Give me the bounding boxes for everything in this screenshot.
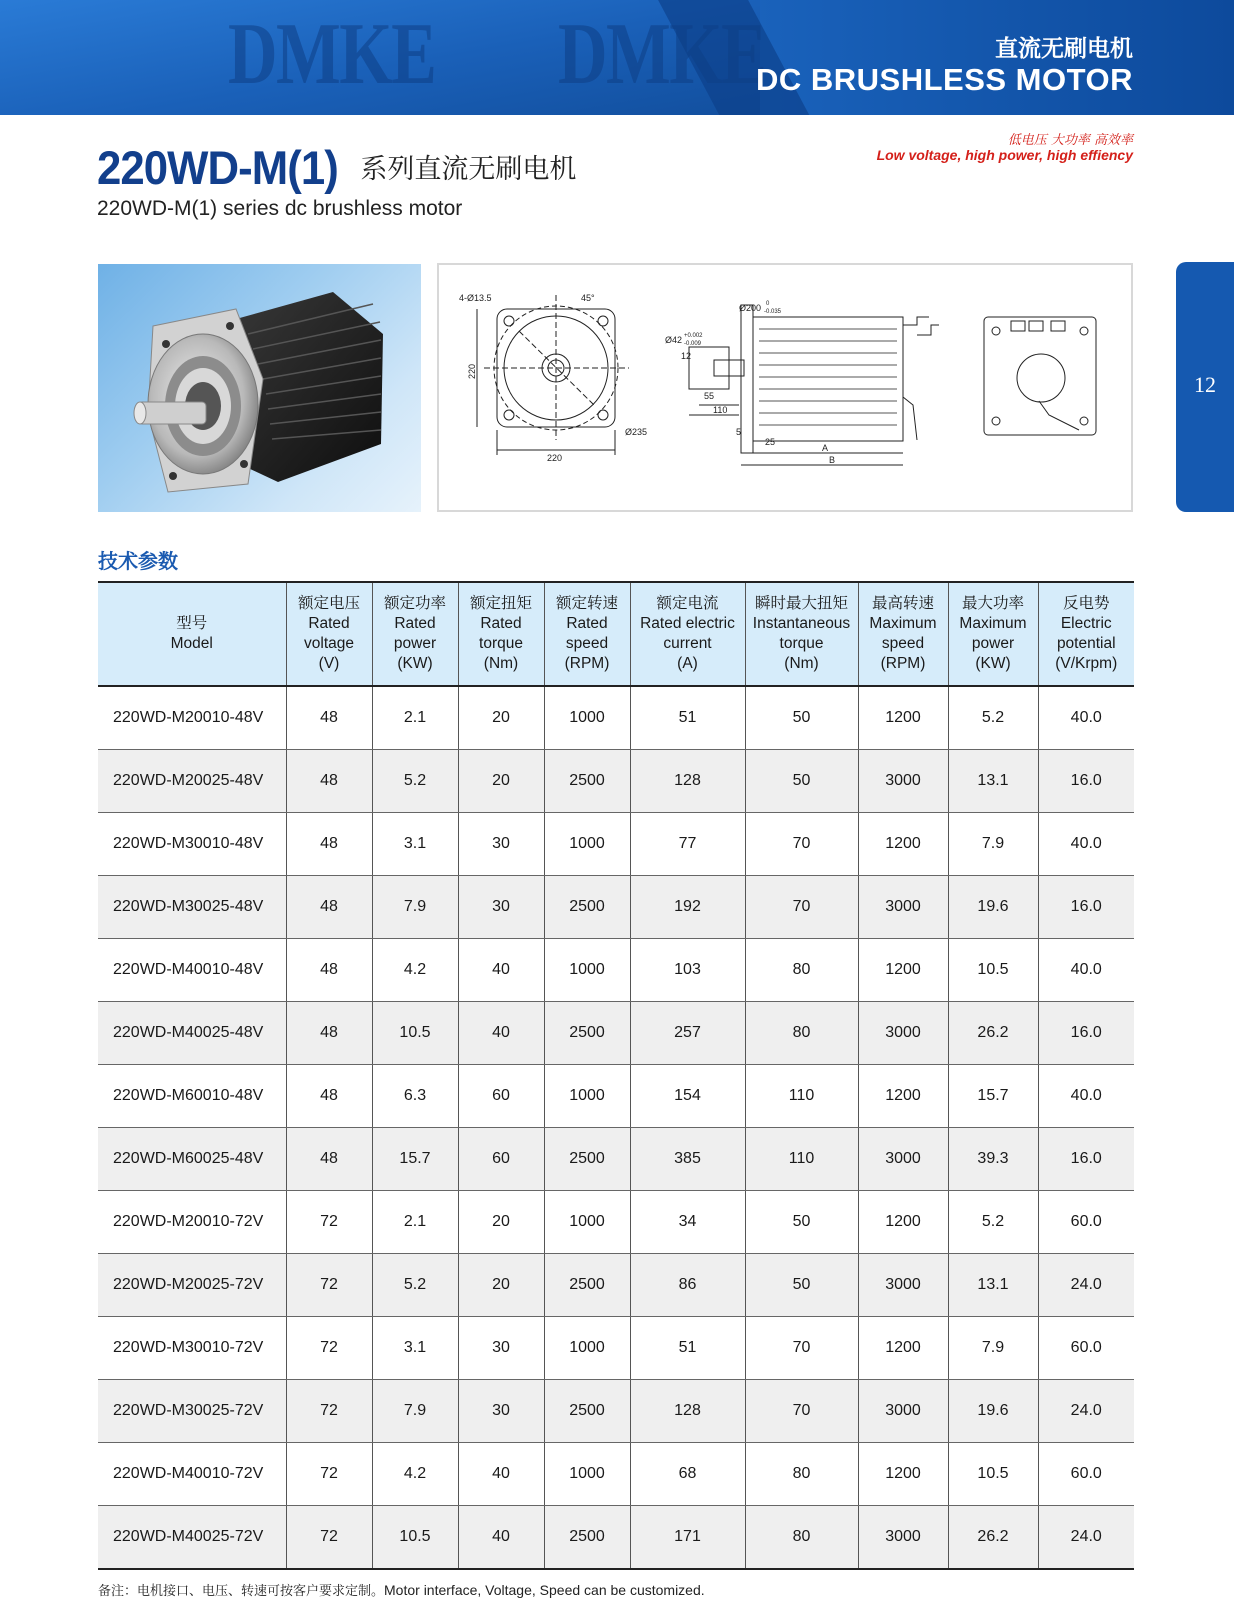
label-flange-tol-upper: 0: [766, 301, 770, 307]
table-cell: 72: [286, 1506, 372, 1570]
table-cell: 2500: [544, 1128, 630, 1191]
table-cell: 30: [458, 876, 544, 939]
table-cell: 4.2: [372, 939, 458, 1002]
table-cell: 86: [630, 1254, 745, 1317]
table-cell: 20: [458, 686, 544, 750]
table-cell: 48: [286, 1002, 372, 1065]
table-cell: 40.0: [1038, 1065, 1134, 1128]
column-header-cn: 瞬时最大扭矩: [754, 595, 848, 612]
table-cell: 171: [630, 1506, 745, 1570]
table-cell: 40.0: [1038, 813, 1134, 876]
column-header-en: torque: [479, 635, 523, 652]
model-cell: 220WD-M20025-48V: [98, 750, 286, 813]
table-cell: 7.9: [948, 1317, 1038, 1380]
column-header-en: Rated electric: [640, 615, 735, 632]
table-cell: 2500: [544, 1002, 630, 1065]
table-cell: 128: [630, 750, 745, 813]
product-subtitle: 220WD-M(1) series dc brushless motor: [97, 197, 463, 220]
table-cell: 110: [745, 1065, 858, 1128]
table-cell: 110: [745, 1128, 858, 1191]
column-header-en: (A): [677, 655, 698, 672]
model-cell: 220WD-M40010-72V: [98, 1443, 286, 1506]
table-row: [98, 1191, 1134, 1254]
column-header: [745, 582, 858, 686]
table-cell: 2.1: [372, 1191, 458, 1254]
table-cell: 1000: [544, 813, 630, 876]
table-cell: 48: [286, 1128, 372, 1191]
table-cell: 51: [630, 686, 745, 750]
brand-watermark-left: DMKE: [228, 6, 436, 103]
page-number: 12: [1194, 372, 1216, 397]
section-title: 技术参数: [98, 549, 178, 573]
column-header-cn: 额定扭矩: [469, 595, 532, 612]
table-cell: 3000: [858, 1002, 948, 1065]
table-cell: 72: [286, 1191, 372, 1254]
table-cell: 3000: [858, 750, 948, 813]
table-cell: 192: [630, 876, 745, 939]
table-cell: 48: [286, 750, 372, 813]
table-cell: 1200: [858, 939, 948, 1002]
table-row: [98, 1317, 1134, 1380]
label-width: 220: [547, 453, 563, 463]
dimension-drawing: [437, 263, 1133, 512]
table-cell: 50: [745, 750, 858, 813]
column-header-en: current: [663, 635, 712, 652]
model-cell: 220WD-M60025-48V: [98, 1128, 286, 1191]
table-cell: 2500: [544, 1506, 630, 1570]
table-cell: 10.5: [372, 1506, 458, 1570]
table-cell: 3000: [858, 1506, 948, 1570]
brand-watermark-right: DMKE: [558, 6, 766, 103]
label-shaft-tol-upper: +0.002: [684, 333, 703, 339]
table-row: [98, 1506, 1134, 1570]
table-cell: 3.1: [372, 1317, 458, 1380]
table-cell: 15.7: [948, 1065, 1038, 1128]
table-cell: 70: [745, 813, 858, 876]
label-height: 220: [467, 363, 477, 379]
banner-title-cn: 直流无刷电机: [995, 36, 1133, 62]
table-cell: 6.3: [372, 1065, 458, 1128]
column-header-en: Rated: [566, 615, 608, 632]
table-cell: 1000: [544, 1317, 630, 1380]
footnote-cn: 备注：电机接口、电压、转速可按客户要求定制。: [98, 1584, 385, 1599]
table-cell: 2.1: [372, 686, 458, 750]
model-cell: 220WD-M30025-48V: [98, 876, 286, 939]
table-cell: 103: [630, 939, 745, 1002]
table-cell: 385: [630, 1128, 745, 1191]
table-cell: 257: [630, 1002, 745, 1065]
column-header-en: Maximum: [959, 615, 1027, 632]
table-cell: 20: [458, 1191, 544, 1254]
table-cell: 16.0: [1038, 876, 1134, 939]
table-cell: 19.6: [948, 1380, 1038, 1443]
column-header-en: (V): [318, 655, 340, 672]
column-header: [98, 582, 286, 686]
table-row: [98, 876, 1134, 939]
table-cell: 24.0: [1038, 1254, 1134, 1317]
column-header-cn: 额定转速: [555, 595, 618, 612]
label-length-a: A: [822, 443, 829, 453]
table-cell: 7.9: [372, 876, 458, 939]
table-cell: 3000: [858, 1380, 948, 1443]
column-header-en: Maximum: [869, 615, 937, 632]
column-header: [1038, 582, 1134, 686]
table-cell: 48: [286, 686, 372, 750]
column-header-en: power: [393, 635, 437, 652]
column-header-cn: 额定功率: [383, 595, 446, 612]
table-cell: 26.2: [948, 1002, 1038, 1065]
table-row: [98, 750, 1134, 813]
model-cell: 220WD-M30025-72V: [98, 1380, 286, 1443]
model-cell: 220WD-M30010-48V: [98, 813, 286, 876]
table-cell: 30: [458, 1380, 544, 1443]
footnote: [98, 1580, 705, 1599]
table-cell: 10.5: [948, 1443, 1038, 1506]
table-cell: 48: [286, 813, 372, 876]
column-header-en: (RPM): [564, 655, 610, 672]
column-header: [858, 582, 948, 686]
label-holes: 4-Ø13.5: [459, 293, 492, 303]
table-cell: 60: [458, 1128, 544, 1191]
table-cell: 128: [630, 1380, 745, 1443]
table-cell: 154: [630, 1065, 745, 1128]
model-cell: 220WD-M40025-72V: [98, 1506, 286, 1570]
table-cell: 2500: [544, 750, 630, 813]
table-cell: 80: [745, 1002, 858, 1065]
page-title: [97, 140, 576, 195]
table-cell: 26.2: [948, 1506, 1038, 1570]
column-header-en: Electric: [1060, 615, 1112, 632]
table-cell: 80: [745, 1506, 858, 1570]
model-cell: 220WD-M40025-48V: [98, 1002, 286, 1065]
table-cell: 3000: [858, 1128, 948, 1191]
table-cell: 60.0: [1038, 1443, 1134, 1506]
model-cell: 220WD-M60010-48V: [98, 1065, 286, 1128]
column-header-en: speed: [565, 635, 609, 652]
table-cell: 4.2: [372, 1443, 458, 1506]
column-header-en: Rated: [394, 615, 436, 632]
column-header: [630, 582, 745, 686]
table-cell: 1000: [544, 1065, 630, 1128]
table-cell: 7.9: [372, 1380, 458, 1443]
model-cell: 220WD-M20025-72V: [98, 1254, 286, 1317]
table-row: [98, 813, 1134, 876]
table-cell: 3.1: [372, 813, 458, 876]
model-cell: 220WD-M40010-48V: [98, 939, 286, 1002]
table-cell: 20: [458, 1254, 544, 1317]
label-shaft-tol-lower: -0.009: [684, 341, 702, 347]
column-header-en: voltage: [304, 635, 354, 652]
table-cell: 13.1: [948, 750, 1038, 813]
table-cell: 50: [745, 1191, 858, 1254]
table-body: [98, 686, 1134, 1569]
column-header-cn: 型号: [176, 615, 208, 632]
table-cell: 1000: [544, 1191, 630, 1254]
tagline-cn: 低电压 大功率 高效率: [1007, 133, 1133, 148]
table-cell: 72: [286, 1443, 372, 1506]
column-header-en: (V/Krpm): [1055, 655, 1118, 672]
table-cell: 10.5: [372, 1002, 458, 1065]
header-banner: [0, 0, 1234, 115]
table-cell: 40: [458, 1443, 544, 1506]
table-cell: 1200: [858, 1443, 948, 1506]
model-cell: 220WD-M20010-48V: [98, 686, 286, 750]
product-model: 220WD-M(1): [97, 141, 338, 194]
table-cell: 2500: [544, 1380, 630, 1443]
column-header: [286, 582, 372, 686]
table-cell: 68: [630, 1443, 745, 1506]
table-cell: 1000: [544, 686, 630, 750]
product-photo: [98, 264, 421, 512]
table-cell: 40: [458, 939, 544, 1002]
table-cell: 1200: [858, 813, 948, 876]
column-header: [372, 582, 458, 686]
column-header-en: (Nm): [784, 655, 819, 672]
column-header-en: Instantaneous: [752, 615, 851, 632]
motor-image: [98, 264, 421, 512]
column-header-en: Model: [170, 635, 213, 652]
table-row: [98, 939, 1134, 1002]
table-cell: 20: [458, 750, 544, 813]
table-row: [98, 1002, 1134, 1065]
label-key-width: 12: [681, 351, 692, 361]
table-cell: 80: [745, 1443, 858, 1506]
column-header-en: speed: [881, 635, 925, 652]
table-cell: 60.0: [1038, 1317, 1134, 1380]
table-cell: 48: [286, 1065, 372, 1128]
label-key-length: 55: [704, 391, 715, 401]
table-cell: 70: [745, 1317, 858, 1380]
column-header-en: potential: [1056, 635, 1116, 652]
table-cell: 40: [458, 1002, 544, 1065]
page-tab: [1176, 262, 1234, 512]
table-cell: 30: [458, 813, 544, 876]
table-cell: 50: [745, 1254, 858, 1317]
table-cell: 16.0: [1038, 750, 1134, 813]
table-row: [98, 1128, 1134, 1191]
column-header-en: (Nm): [483, 655, 519, 672]
table-cell: 77: [630, 813, 745, 876]
table-cell: 48: [286, 876, 372, 939]
table-cell: 40.0: [1038, 686, 1134, 750]
table-cell: 2500: [544, 876, 630, 939]
table-cell: 19.6: [948, 876, 1038, 939]
table-header: [98, 582, 1134, 686]
column-header-en: power: [971, 635, 1015, 652]
table-row: [98, 686, 1134, 750]
table-cell: 1200: [858, 1065, 948, 1128]
column-header-cn: 反电势: [1062, 595, 1110, 612]
table-cell: 3000: [858, 876, 948, 939]
table-cell: 5.2: [372, 1254, 458, 1317]
label-flange-thickness: 5: [736, 427, 742, 437]
footnote-en: Motor interface, Voltage, Speed can be customized.: [384, 1582, 705, 1598]
table-cell: 30: [458, 1317, 544, 1380]
table-cell: 60: [458, 1065, 544, 1128]
column-header: [544, 582, 630, 686]
table-cell: 2500: [544, 1254, 630, 1317]
column-header-en: (RPM): [880, 655, 926, 672]
column-header-cn: 额定电压: [297, 595, 360, 612]
table-row: [98, 1380, 1134, 1443]
label-shaft-length: 110: [713, 405, 728, 415]
label-spigot: 25: [765, 437, 776, 447]
table-cell: 16.0: [1038, 1002, 1134, 1065]
table-cell: 72: [286, 1317, 372, 1380]
table-cell: 13.1: [948, 1254, 1038, 1317]
table-cell: 3000: [858, 1254, 948, 1317]
table-cell: 10.5: [948, 939, 1038, 1002]
table-cell: 60.0: [1038, 1191, 1134, 1254]
table-cell: 34: [630, 1191, 745, 1254]
table-cell: 5.2: [948, 686, 1038, 750]
table-cell: 15.7: [372, 1128, 458, 1191]
table-cell: 51: [630, 1317, 745, 1380]
table-cell: 1200: [858, 1317, 948, 1380]
table-cell: 70: [745, 1380, 858, 1443]
label-length-b: B: [829, 455, 836, 465]
table-cell: 50: [745, 686, 858, 750]
column-header: [458, 582, 544, 686]
table-cell: 80: [745, 939, 858, 1002]
model-cell: 220WD-M30010-72V: [98, 1317, 286, 1380]
product-title-cn: 系列直流无刷电机: [360, 154, 577, 185]
label-angle: 45°: [581, 293, 595, 303]
table-row: [98, 1443, 1134, 1506]
model-cell: 220WD-M20010-72V: [98, 1191, 286, 1254]
column-header-en: Rated: [480, 615, 522, 632]
table-cell: 39.3: [948, 1128, 1038, 1191]
table-cell: 1000: [544, 1443, 630, 1506]
banner-title-en: DC BRUSHLESS MOTOR: [755, 62, 1133, 97]
table-row: [98, 1065, 1134, 1128]
label-flange-tol-lower: -0.035: [764, 309, 782, 315]
column-header-cn: 最大功率: [961, 595, 1024, 612]
table-cell: 5.2: [948, 1191, 1038, 1254]
table-cell: 72: [286, 1254, 372, 1317]
label-pcd: Ø235: [625, 427, 648, 437]
column-header-cn: 额定电流: [656, 595, 719, 612]
table-cell: 24.0: [1038, 1506, 1134, 1570]
table-cell: 70: [745, 876, 858, 939]
table-cell: 1200: [858, 1191, 948, 1254]
column-header: [948, 582, 1038, 686]
table-cell: 48: [286, 939, 372, 1002]
spec-table: [98, 581, 1134, 1570]
table-cell: 40: [458, 1506, 544, 1570]
tagline-en: Low voltage, high power, high effiency: [876, 147, 1133, 163]
table-cell: 24.0: [1038, 1380, 1134, 1443]
label-flange-dia: Ø200: [739, 303, 762, 313]
column-header-en: torque: [779, 635, 824, 652]
table-cell: 7.9: [948, 813, 1038, 876]
column-header-en: (KW): [397, 655, 433, 672]
table-cell: 1200: [858, 686, 948, 750]
table-cell: 40.0: [1038, 939, 1134, 1002]
table-row: [98, 1254, 1134, 1317]
column-header-en: (KW): [975, 655, 1011, 672]
column-header-cn: 最高转速: [871, 595, 934, 612]
table-cell: 16.0: [1038, 1128, 1134, 1191]
column-header-en: Rated: [308, 615, 350, 632]
table-cell: 1000: [544, 939, 630, 1002]
table-cell: 72: [286, 1380, 372, 1443]
label-shaft-dia: Ø42: [665, 335, 683, 345]
table-cell: 5.2: [372, 750, 458, 813]
